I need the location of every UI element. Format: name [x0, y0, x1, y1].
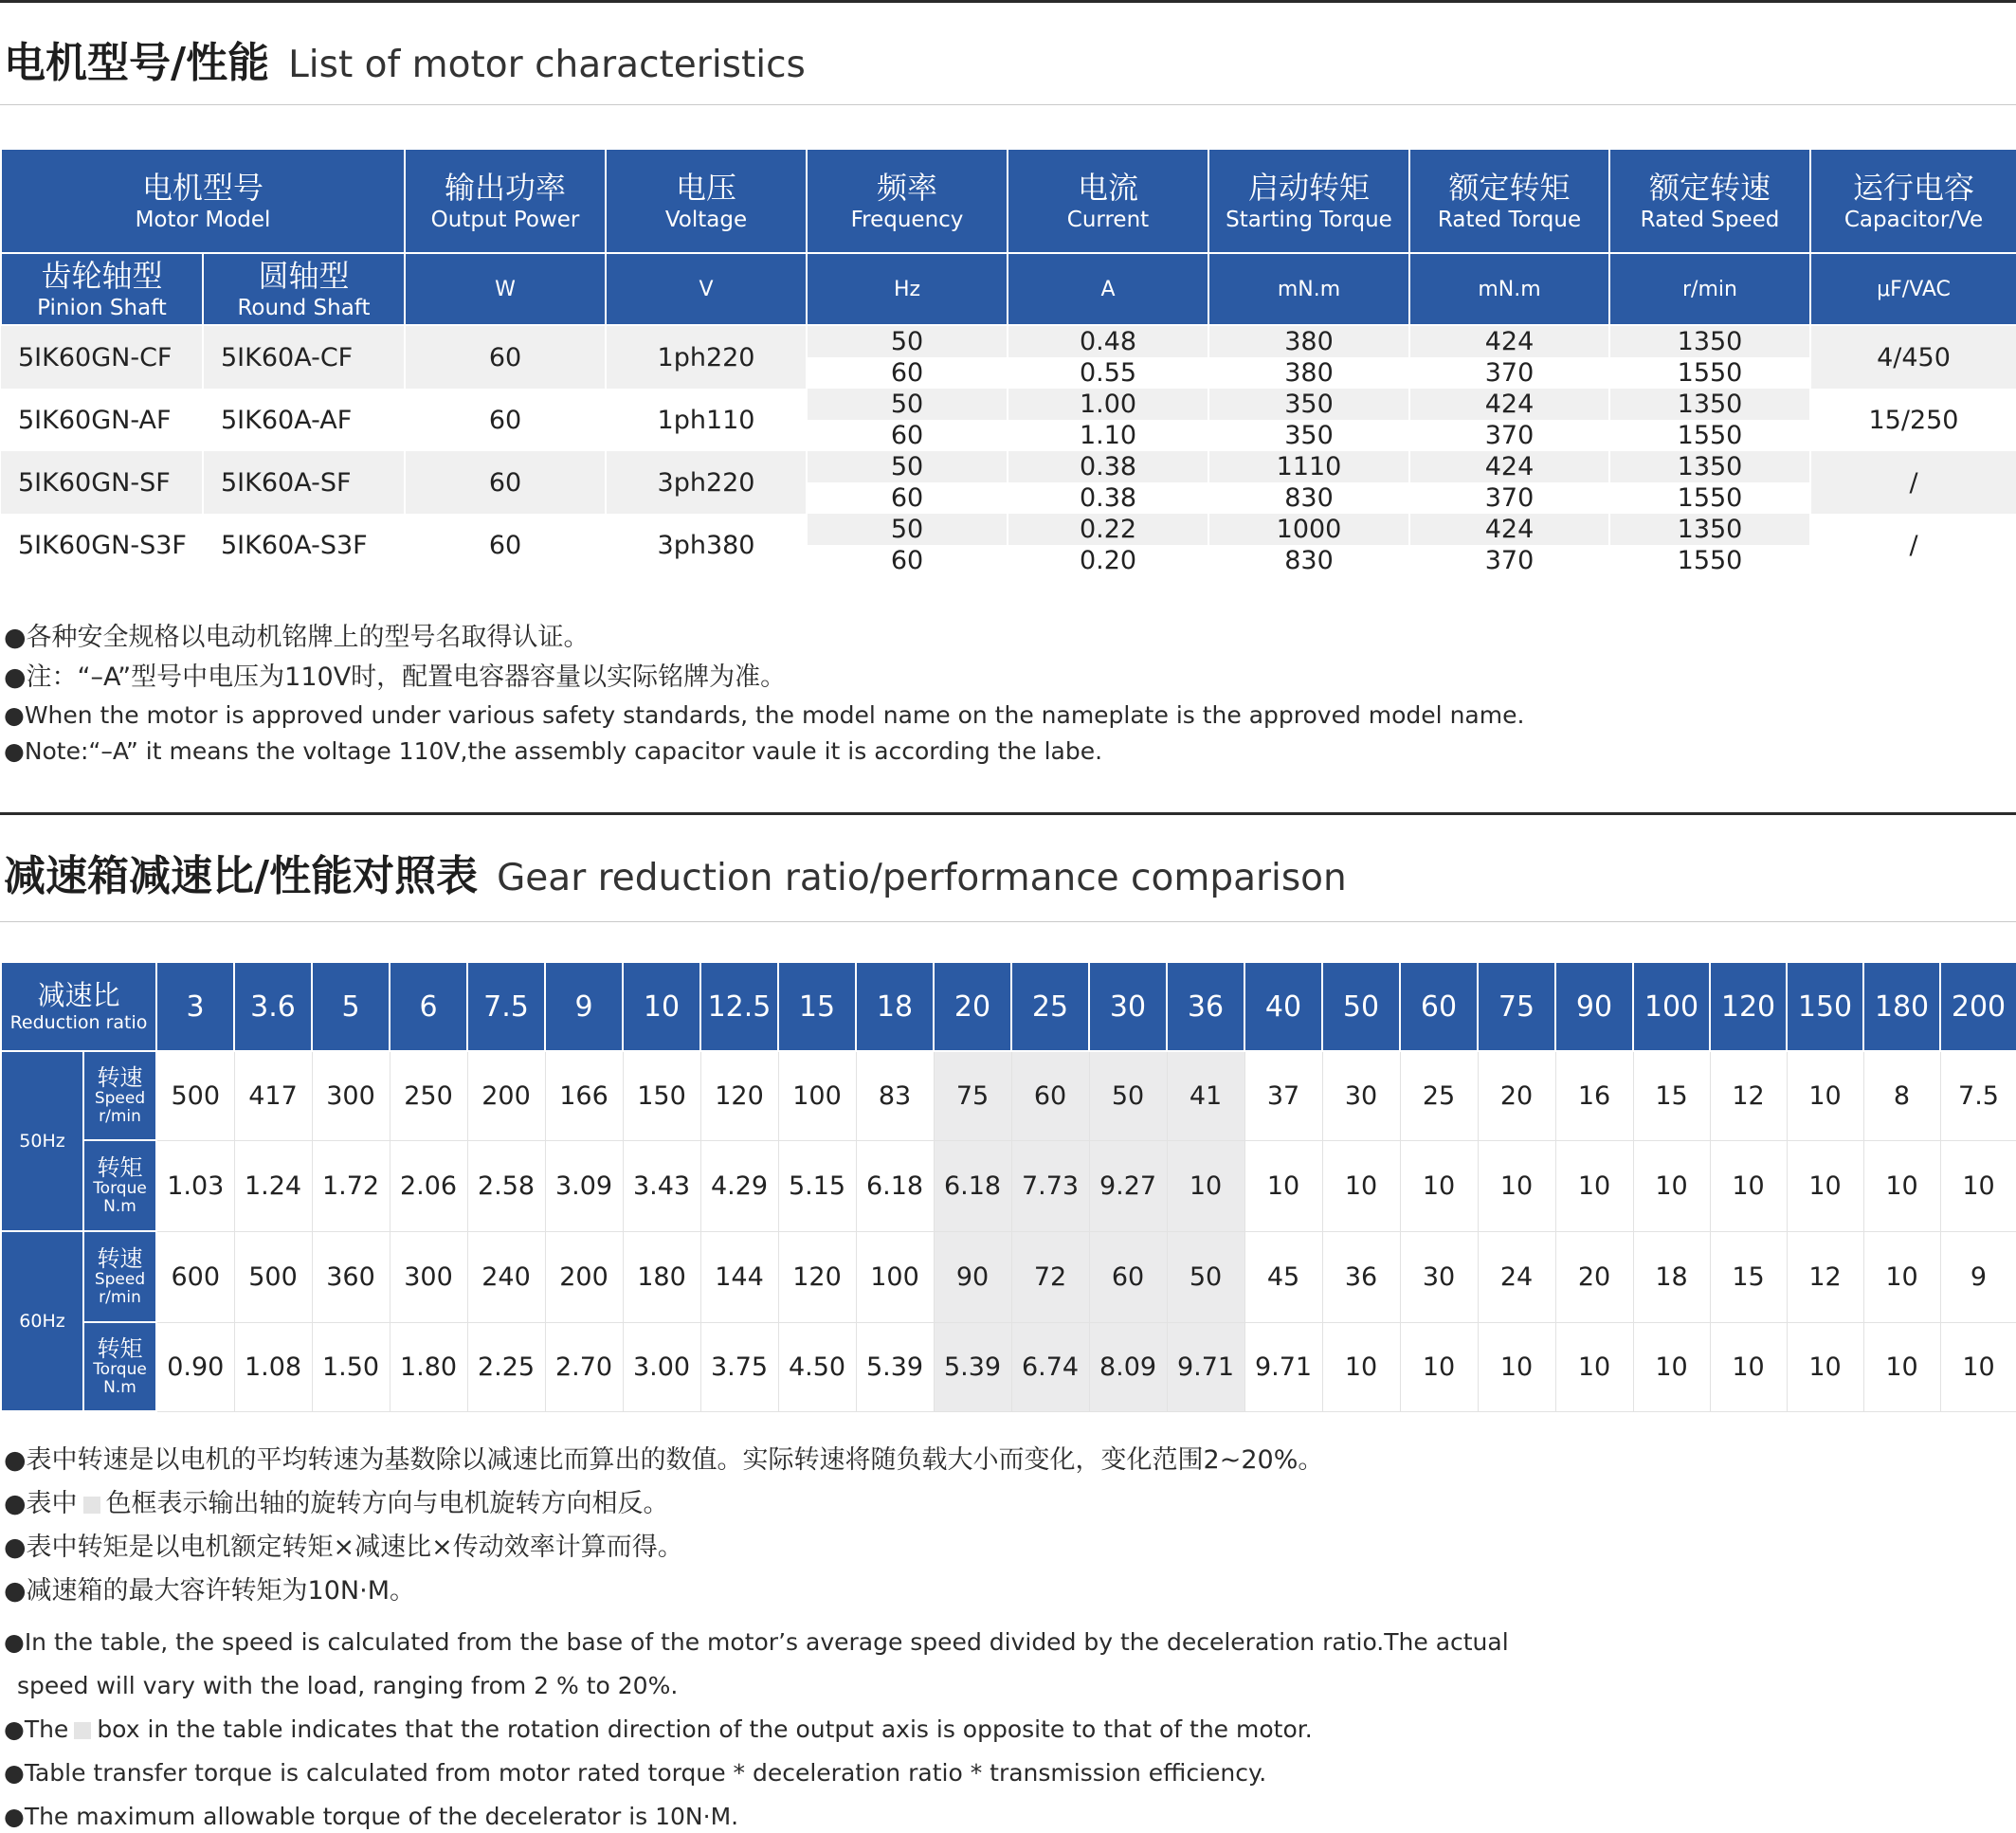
header-capacitor: [1810, 149, 2016, 253]
output-power: 60: [405, 451, 606, 514]
value-cell: 10: [1400, 1322, 1478, 1411]
section1-title: [4, 28, 806, 89]
frequency: 60: [807, 357, 1008, 389]
note-zh: ●减速箱的最大容许转矩为10N·M。: [4, 1576, 415, 1606]
ratio-header: [1, 962, 156, 1051]
rated-torque: 370: [1409, 357, 1609, 389]
header-round-shaft: [203, 253, 405, 325]
value-cell: 200: [545, 1231, 623, 1322]
row-kind-label: [83, 1140, 156, 1231]
value-cell: 1.08: [234, 1322, 312, 1411]
header-en: Frequency: [850, 208, 964, 232]
value-cell: 360: [312, 1231, 390, 1322]
row-kind-unit: r/min: [99, 1107, 141, 1126]
motor-characteristics-table: [0, 148, 2016, 576]
round-shaft-model: 5IK60A-S3F: [203, 514, 405, 576]
header-frequency: [807, 149, 1008, 253]
rated-torque: 370: [1409, 482, 1609, 514]
value-cell: 1.72: [312, 1140, 390, 1231]
frequency: 50: [807, 451, 1008, 482]
value-cell: 10: [1322, 1322, 1400, 1411]
ratio-cell: 200: [1940, 962, 2016, 1051]
value-cell: 144: [700, 1231, 778, 1322]
header-en: Starting Torque: [1226, 208, 1392, 232]
current: 0.55: [1008, 357, 1208, 389]
value-cell: 45: [1244, 1231, 1322, 1322]
unit-cell: mN.m: [1208, 253, 1409, 325]
header-pinion-shaft: [1, 253, 203, 325]
value-cell: 37: [1244, 1051, 1322, 1140]
header-en: Output Power: [430, 208, 580, 232]
value-cell: 3.43: [623, 1140, 700, 1231]
rated-speed: 1550: [1609, 420, 1810, 451]
section1-title-en: List of motor characteristics: [288, 44, 806, 86]
ratio-cell: 20: [934, 962, 1011, 1051]
current: 0.38: [1008, 451, 1208, 482]
value-cell: 300: [312, 1051, 390, 1140]
value-cell: 1.50: [312, 1322, 390, 1411]
header-en: Rated Torque: [1437, 208, 1582, 232]
value-cell: 5.15: [778, 1140, 856, 1231]
rated-speed: 1350: [1609, 325, 1810, 357]
pinion-shaft-model: 5IK60GN-SF: [1, 451, 203, 514]
value-cell: 60: [1089, 1231, 1167, 1322]
value-cell: 30: [1400, 1231, 1478, 1322]
header-en: Motor Model: [135, 208, 271, 232]
note-zh: ●各种安全规格以电动机铭牌上的型号名取得认证。: [4, 623, 590, 652]
frequency: 50: [807, 514, 1008, 545]
current: 0.22: [1008, 514, 1208, 545]
value-cell: 10: [1863, 1231, 1940, 1322]
table-row: [1, 325, 2016, 357]
unit-cell: Hz: [807, 253, 1008, 325]
ratio-cell: 25: [1011, 962, 1089, 1051]
ratio-cell: 6: [390, 962, 467, 1051]
header-zh: 齿轮轴型: [41, 258, 163, 294]
note-en-part: ●The: [4, 1715, 69, 1743]
subheader-row: [1, 253, 2016, 325]
voltage: 3ph220: [606, 451, 807, 514]
voltage: 1ph220: [606, 325, 807, 389]
capacitor: /: [1810, 514, 2016, 576]
header-en: Capacitor/Ve: [1843, 208, 1984, 232]
value-cell: 100: [856, 1231, 934, 1322]
rated-torque: 424: [1409, 389, 1609, 420]
ratio-cell: 30: [1089, 962, 1167, 1051]
ratio-cell: 7.5: [467, 962, 545, 1051]
value-cell: 12: [1787, 1231, 1863, 1322]
row-kind-en: Torque: [93, 1179, 147, 1198]
value-cell: 8: [1863, 1051, 1940, 1140]
value-cell: 166: [545, 1051, 623, 1140]
section2-title-en: Gear reduction ratio/performance comparison: [497, 857, 1347, 899]
value-cell: 75: [934, 1051, 1011, 1140]
ratio-cell: 12.5: [700, 962, 778, 1051]
header-rated-torque: [1409, 149, 1609, 253]
value-cell: 120: [700, 1051, 778, 1140]
header-zh: 圆轴型: [258, 258, 350, 294]
ratio-cell: 40: [1244, 962, 1322, 1051]
header-zh: 频率: [876, 170, 937, 206]
ratio-label-en: Reduction ratio: [9, 1012, 148, 1033]
row-kind-zh: 转矩: [97, 1335, 143, 1362]
value-cell: 7.5: [1940, 1051, 2016, 1140]
value-cell: 6.74: [1011, 1322, 1089, 1411]
value-cell: 3.00: [623, 1322, 700, 1411]
header-en: Pinion Shaft: [37, 296, 167, 320]
row-kind-label: [83, 1322, 156, 1411]
ratio-cell: 5: [312, 962, 390, 1051]
note-en-box: [4, 1715, 1313, 1743]
unit-cell: V: [606, 253, 807, 325]
value-cell: 4.50: [778, 1322, 856, 1411]
header-zh: 电压: [675, 170, 736, 206]
note-zh-box: [4, 1482, 669, 1519]
output-power: 60: [405, 325, 606, 389]
pinion-shaft-model: 5IK60GN-S3F: [1, 514, 203, 576]
value-cell: 10: [1787, 1322, 1863, 1411]
ratio-cell: 180: [1863, 962, 1940, 1051]
note-en: ●In the table, the speed is calculated from the base of the motor’s average speed divided by the deceleration ratio.The actual: [4, 1628, 1509, 1656]
value-cell: 10: [1787, 1051, 1863, 1140]
table-row: [1, 389, 2016, 420]
value-cell: 10: [1787, 1140, 1863, 1231]
header-rated-speed: [1609, 149, 1810, 253]
table-row: [1, 451, 2016, 482]
value-cell: 2.58: [467, 1140, 545, 1231]
row-kind-en: Speed: [94, 1089, 146, 1108]
section1-underline: [0, 104, 2016, 105]
value-cell: 83: [856, 1051, 934, 1140]
ratio-cell: 150: [1787, 962, 1863, 1051]
output-power: 60: [405, 389, 606, 451]
row-kind-en: Speed: [94, 1270, 146, 1289]
note-en: ●The maximum allowable torque of the decelerator is 10N·M.: [4, 1803, 739, 1830]
ratio-cell: 90: [1555, 962, 1633, 1051]
header-zh: 电机型号: [141, 170, 263, 206]
header-zh: 额定转速: [1648, 170, 1771, 206]
current: 0.20: [1008, 545, 1208, 576]
rated-speed: 1550: [1609, 482, 1810, 514]
header-row: [1, 149, 2016, 253]
row-kind-unit: N.m: [103, 1197, 136, 1216]
ratio-cell: 60: [1400, 962, 1478, 1051]
value-cell: 1.03: [156, 1140, 234, 1231]
header-zh: 额定转矩: [1448, 170, 1571, 206]
header-voltage: [606, 149, 807, 253]
value-cell: 15: [1633, 1051, 1710, 1140]
frequency: 50: [807, 389, 1008, 420]
capacitor: 4/450: [1810, 325, 2016, 389]
value-cell: 72: [1011, 1231, 1089, 1322]
value-cell: 20: [1555, 1231, 1633, 1322]
voltage: 3ph380: [606, 514, 807, 576]
table-row: [1, 1322, 2016, 1411]
note-zh: ●表中转矩是以电机额定转矩×减速比×传动效率计算而得。: [4, 1533, 683, 1562]
value-cell: 8.09: [1089, 1322, 1167, 1411]
capacitor: 15/250: [1810, 389, 2016, 451]
starting-torque: 350: [1208, 420, 1409, 451]
frequency: 60: [807, 420, 1008, 451]
header-starting-torque: [1208, 149, 1409, 253]
round-shaft-model: 5IK60A-CF: [203, 325, 405, 389]
value-cell: 16: [1555, 1051, 1633, 1140]
value-cell: 18: [1633, 1231, 1710, 1322]
row-kind-label: [83, 1051, 156, 1140]
rated-torque: 424: [1409, 325, 1609, 357]
table-row: [1, 1140, 2016, 1231]
section2-title-zh: 减速箱减速比/性能对照表: [4, 852, 479, 900]
voltage: 1ph110: [606, 389, 807, 451]
value-cell: 9: [1940, 1231, 2016, 1322]
unit-cell: W: [405, 253, 606, 325]
unit-cell: mN.m: [1409, 253, 1609, 325]
value-cell: 2.06: [390, 1140, 467, 1231]
starting-torque: 350: [1208, 389, 1409, 420]
header-zh: 电流: [1077, 170, 1138, 206]
value-cell: 7.73: [1011, 1140, 1089, 1231]
frequency-label: 60Hz: [1, 1231, 83, 1411]
value-cell: 600: [156, 1231, 234, 1322]
header-en: Current: [1066, 208, 1150, 232]
row-kind-zh: 转矩: [97, 1154, 143, 1181]
section1-title-zh: 电机型号/性能: [4, 39, 270, 87]
rated-torque: 424: [1409, 451, 1609, 482]
value-cell: 10: [1863, 1140, 1940, 1231]
value-cell: 3.75: [700, 1322, 778, 1411]
value-cell: 10: [1478, 1322, 1555, 1411]
value-cell: 1.24: [234, 1140, 312, 1231]
value-cell: 20: [1478, 1051, 1555, 1140]
starting-torque: 1110: [1208, 451, 1409, 482]
rated-speed: 1550: [1609, 357, 1810, 389]
value-cell: 10: [1244, 1140, 1322, 1231]
ratio-cell: 9: [545, 962, 623, 1051]
ratio-label-zh: 减速比: [37, 979, 120, 1011]
header-en: Round Shaft: [237, 296, 371, 320]
table-row: [1, 1051, 2016, 1140]
value-cell: 90: [934, 1231, 1011, 1322]
section2-underline: [0, 921, 2016, 922]
value-cell: 5.39: [856, 1322, 934, 1411]
value-cell: 0.90: [156, 1322, 234, 1411]
ratio-cell: 36: [1167, 962, 1244, 1051]
value-cell: 5.39: [934, 1322, 1011, 1411]
value-cell: 2.25: [467, 1322, 545, 1411]
ratio-cell: 50: [1322, 962, 1400, 1051]
value-cell: 6.18: [934, 1140, 1011, 1231]
value-cell: 120: [778, 1231, 856, 1322]
header-en: Rated Speed: [1640, 208, 1780, 232]
value-cell: 25: [1400, 1051, 1478, 1140]
table-row: [1, 1231, 2016, 1322]
note-zh: ●注：“–A”型号中电压为110V时，配置电容器容量以实际铭牌为准。: [4, 662, 787, 692]
value-cell: 3.09: [545, 1140, 623, 1231]
value-cell: 4.29: [700, 1140, 778, 1231]
pinion-shaft-model: 5IK60GN-AF: [1, 389, 203, 451]
rated-speed: 1550: [1609, 545, 1810, 576]
value-cell: 1.80: [390, 1322, 467, 1411]
shade-box-icon: [83, 1497, 100, 1514]
value-cell: 10: [1633, 1322, 1710, 1411]
header-motor-model: [1, 149, 405, 253]
row-kind-unit: N.m: [103, 1378, 136, 1397]
top-rule: [0, 0, 2016, 3]
note-zh-part: 色框表示输出轴的旋转方向与电机旋转方向相反。: [105, 1489, 669, 1518]
table-row: [1, 514, 2016, 545]
round-shaft-model: 5IK60A-AF: [203, 389, 405, 451]
rated-torque: 370: [1409, 545, 1609, 576]
value-cell: 9.27: [1089, 1140, 1167, 1231]
note-zh-part: ●表中: [4, 1489, 78, 1518]
value-cell: 9.71: [1244, 1322, 1322, 1411]
header-current: [1008, 149, 1208, 253]
value-cell: 15: [1710, 1231, 1787, 1322]
value-cell: 417: [234, 1051, 312, 1140]
header-output-power: [405, 149, 606, 253]
value-cell: 12: [1710, 1051, 1787, 1140]
current: 0.48: [1008, 325, 1208, 357]
value-cell: 41: [1167, 1051, 1244, 1140]
value-cell: 300: [390, 1231, 467, 1322]
value-cell: 10: [1633, 1140, 1710, 1231]
rated-torque: 424: [1409, 514, 1609, 545]
value-cell: 50: [1089, 1051, 1167, 1140]
starting-torque: 830: [1208, 482, 1409, 514]
rated-speed: 1350: [1609, 514, 1810, 545]
value-cell: 50: [1167, 1231, 1244, 1322]
rated-speed: 1350: [1609, 389, 1810, 420]
row-kind-zh: 转速: [97, 1064, 143, 1091]
note-en: ●Note:“–A” it means the voltage 110V,the assembly capacitor vaule it is according the labe.: [4, 737, 1103, 765]
value-cell: 2.70: [545, 1322, 623, 1411]
note-zh: ●表中转速是以电机的平均转速为基数除以减速比而算出的数值。实际转速将随负载大小而变化，变化范围2~20%。: [4, 1445, 1324, 1475]
value-cell: 250: [390, 1051, 467, 1140]
ratio-cell: 3: [156, 962, 234, 1051]
header-zh: 输出功率: [444, 170, 566, 206]
row-kind-unit: r/min: [99, 1288, 141, 1307]
ratio-cell: 120: [1710, 962, 1787, 1051]
current: 1.00: [1008, 389, 1208, 420]
value-cell: 24: [1478, 1231, 1555, 1322]
starting-torque: 380: [1208, 325, 1409, 357]
value-cell: 6.18: [856, 1140, 934, 1231]
value-cell: 9.71: [1167, 1322, 1244, 1411]
starting-torque: 380: [1208, 357, 1409, 389]
value-cell: 10: [1940, 1322, 2016, 1411]
starting-torque: 1000: [1208, 514, 1409, 545]
value-cell: 10: [1710, 1322, 1787, 1411]
round-shaft-model: 5IK60A-SF: [203, 451, 405, 514]
ratio-cell: 100: [1633, 962, 1710, 1051]
value-cell: 500: [234, 1231, 312, 1322]
value-cell: 10: [1555, 1322, 1633, 1411]
row-kind-zh: 转速: [97, 1245, 143, 1272]
note-en: speed will vary with the load, ranging from 2 % to 20%.: [17, 1672, 679, 1699]
pinion-shaft-model: 5IK60GN-CF: [1, 325, 203, 389]
capacitor: /: [1810, 451, 2016, 514]
note-en-part: box in the table indicates that the rotation direction of the output axis is opposite to that of the motor.: [97, 1715, 1313, 1743]
ratio-cell: 75: [1478, 962, 1555, 1051]
value-cell: 180: [623, 1231, 700, 1322]
header-zh: 运行电容: [1852, 170, 1974, 206]
shade-box-icon: [74, 1722, 91, 1739]
value-cell: 30: [1322, 1051, 1400, 1140]
rated-torque: 370: [1409, 420, 1609, 451]
ratio-cell: 10: [623, 962, 700, 1051]
unit-cell: μF/VAC: [1810, 253, 2016, 325]
value-cell: 10: [1863, 1322, 1940, 1411]
value-cell: 500: [156, 1051, 234, 1140]
value-cell: 10: [1555, 1140, 1633, 1231]
value-cell: 10: [1478, 1140, 1555, 1231]
value-cell: 100: [778, 1051, 856, 1140]
section2-rule: [0, 812, 2016, 815]
value-cell: 10: [1400, 1140, 1478, 1231]
value-cell: 240: [467, 1231, 545, 1322]
current: 0.38: [1008, 482, 1208, 514]
value-cell: 36: [1322, 1231, 1400, 1322]
gear-ratio-table: [0, 961, 2016, 1412]
note-en: ●Table transfer torque is calculated from motor rated torque * deceleration ratio * transmission efficiency.: [4, 1759, 1267, 1787]
unit-cell: r/min: [1609, 253, 1810, 325]
frequency: 60: [807, 545, 1008, 576]
starting-torque: 830: [1208, 545, 1409, 576]
value-cell: 200: [467, 1051, 545, 1140]
value-cell: 10: [1322, 1140, 1400, 1231]
note-en: ●When the motor is approved under various safety standards, the model name on the nameplate is the approved model name.: [4, 701, 1525, 729]
ratio-cell: 3.6: [234, 962, 312, 1051]
current: 1.10: [1008, 420, 1208, 451]
unit-cell: A: [1008, 253, 1208, 325]
value-cell: 10: [1710, 1140, 1787, 1231]
ratio-cell: 18: [856, 962, 934, 1051]
value-cell: 10: [1167, 1140, 1244, 1231]
row-kind-en: Torque: [93, 1360, 147, 1379]
value-cell: 60: [1011, 1051, 1089, 1140]
ratio-cell: 15: [778, 962, 856, 1051]
value-cell: 150: [623, 1051, 700, 1140]
value-cell: 10: [1940, 1140, 2016, 1231]
header-zh: 启动转矩: [1247, 170, 1370, 206]
frequency: 50: [807, 325, 1008, 357]
ratio-header-row: [1, 962, 2016, 1051]
header-en: Voltage: [664, 208, 748, 232]
frequency: 60: [807, 482, 1008, 514]
output-power: 60: [405, 514, 606, 576]
row-kind-label: [83, 1231, 156, 1322]
frequency-label: 50Hz: [1, 1051, 83, 1231]
rated-speed: 1350: [1609, 451, 1810, 482]
section2-title: [4, 842, 1347, 902]
